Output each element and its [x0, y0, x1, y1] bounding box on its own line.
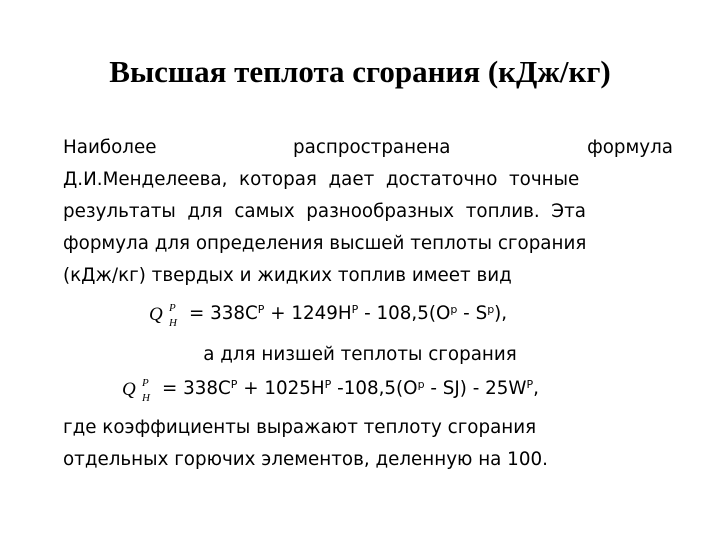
slide-title: Высшая теплота сгорания (кДж/кг): [109, 54, 611, 89]
word: Наиболее: [63, 137, 157, 158]
closing-line-1: где коэффициенты выражают теплоту сгорания: [63, 417, 537, 438]
lower-heat-intro: а для низшей теплоты сгорания: [203, 344, 517, 365]
formula-lower-heat: Q P H = $338C^P + 1025H^P$ $-108,5(O^p - SJ) - 25W^P$,: [118, 373, 539, 405]
paragraph-line-2: Д.И.Менделеева, которая дает достаточно точные: [63, 169, 580, 190]
intro-paragraph: [63, 132, 673, 292]
paragraph-line-3: результаты для самых разнообразных топлив. Эта: [63, 201, 586, 222]
paragraph-line-4: формула для определения высшей теплоты сгорания: [63, 233, 587, 254]
word: формула: [587, 137, 673, 158]
paragraph-line-5: (кДж/кг) твердых и жидких топлив имеет вид: [63, 265, 512, 286]
closing-line-2: отдельных горючих элементов, деленную на 100.: [63, 449, 548, 470]
q-symbol: Q P H: [149, 302, 177, 329]
closing-paragraph: [63, 412, 673, 476]
word: распространена: [293, 137, 451, 158]
formula-higher-heat: Q P H = $338C^P + 1249H^P - 108,5(O^p - S^p)$,: [145, 298, 507, 330]
paragraph-line-1: [63, 132, 673, 164]
q-symbol: Q P H: [122, 377, 150, 404]
